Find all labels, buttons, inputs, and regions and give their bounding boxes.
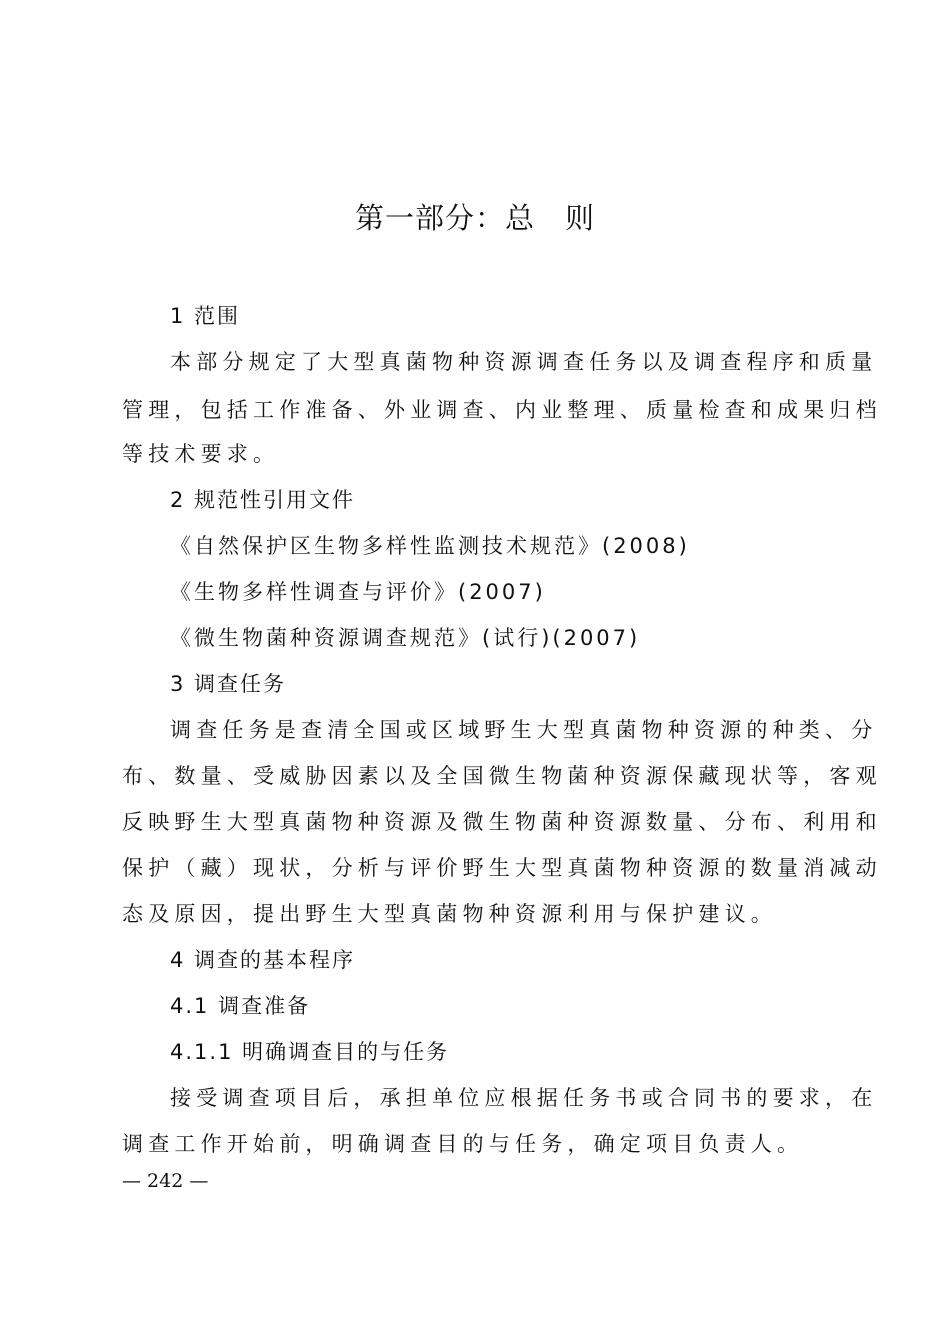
paragraph-line: 等技术要求。 — [122, 442, 280, 466]
paragraph-line: 布、数量、受威胁因素以及全国微生物菌种资源保藏现状等，客观 — [122, 764, 882, 788]
paragraph-line: 本部分规定了大型真菌物种资源调查任务以及调查程序和质量 — [170, 350, 878, 374]
paragraph-line: 保护（藏）现状，分析与评价野生大型真菌物种资源的数量消减动 — [122, 856, 882, 880]
section-4-1-heading: 4.1 调查准备 — [170, 994, 311, 1018]
paragraph-line: 管理，包括工作准备、外业调查、内业整理、质量检查和成果归档 — [122, 398, 882, 422]
page-number: — 242 — — [122, 1170, 209, 1192]
section-4-1-1-heading: 4.1.1 明确调查目的与任务 — [170, 1040, 450, 1064]
reference-item: 《自然保护区生物多样性监测技术规范》(2008) — [170, 534, 690, 558]
paragraph-line: 调查任务是查清全国或区域野生大型真菌物种资源的种类、分 — [170, 718, 878, 742]
section-4-heading: 4 调查的基本程序 — [170, 948, 356, 972]
section-3-heading: 3 调查任务 — [170, 672, 287, 696]
paragraph-line: 态及原因，提出野生大型真菌物种资源利用与保护建议。 — [122, 902, 777, 926]
section-2-heading: 2 规范性引用文件 — [170, 488, 356, 512]
paragraph-line: 调查工作开始前，明确调查目的与任务，确定项目负责人。 — [122, 1132, 804, 1156]
reference-item: 《生物多样性调查与评价》(2007) — [170, 580, 546, 604]
reference-item: 《微生物菌种资源调查规范》(试行)(2007) — [170, 626, 641, 650]
paragraph-line: 反映野生大型真菌物种资源及微生物菌种资源数量、分布、利用和 — [122, 810, 882, 834]
page-title: 第一部分：总 则 — [354, 201, 595, 235]
section-1-heading: 1 范围 — [170, 304, 241, 328]
paragraph-line: 接受调查项目后，承担单位应根据任务书或合同书的要求，在 — [170, 1086, 878, 1110]
